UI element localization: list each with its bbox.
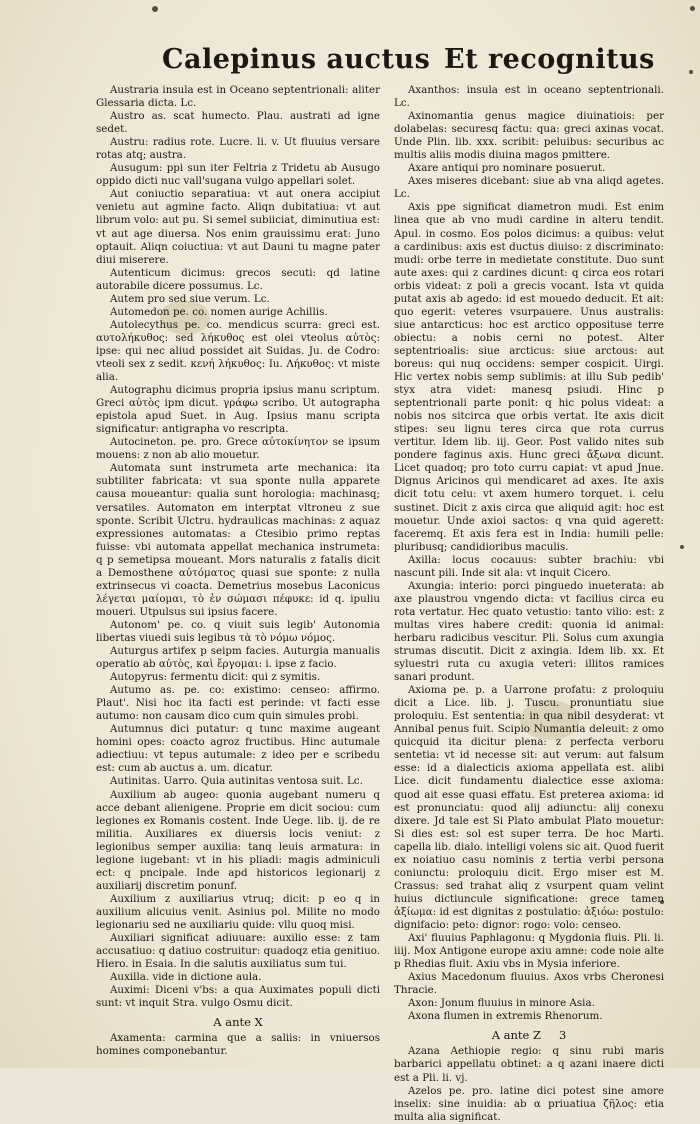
ink-speck xyxy=(152,6,158,12)
dictionary-entry: Austro as. scat humecto. Plau. austrati ad igne sedet. xyxy=(96,110,380,136)
signature-mark: 3 xyxy=(558,1028,567,1043)
ink-speck xyxy=(680,545,684,549)
section-heading xyxy=(394,1029,664,1042)
dictionary-entry: Auxilla. vide in dictione aula. xyxy=(110,971,262,984)
dictionary-entry: Axamenta: carmina que a saliis: in vniuersos homines componebantur. xyxy=(96,1032,380,1058)
section-heading: A ante X xyxy=(213,1015,263,1030)
right-column xyxy=(394,84,664,1124)
dictionary-entry: Austru: radius rote. Lucre. li. v. Ut fluuius versare rotas atq; austra. xyxy=(96,136,380,162)
dictionary-entry: Axon: Jonum fluuius in minore Asia. xyxy=(408,997,595,1010)
header-right-title: Et recognitus xyxy=(444,44,655,75)
dictionary-entry: Axungia: interio: porci pinguedo inueterata: ab axe plaustrou vngendo dicta: vt facilius circa eu rota vertatur. Hec quato vetustio: tanto vilio: est: z multas vires habere credit: quonia id animal: herbaru radicibus vescitur. Pli. Solus cum axungia strumas discutit. Dicit z axingia. Idem lib. xx. Et syluestri ruta cu axugia veteri: illitos ramices sanari produnt. xyxy=(394,579,664,684)
dictionary-entry: Azana Aethiopie regio: q sinu rubi maris barbarici appellatu obtinet: a q azani inaere dicti est a Pli. li. vj. xyxy=(394,1045,664,1084)
dictionary-entry: Axi' fluuius Paphlagonu: q Mygdonia fluis. Pli. li. iiij. Mox Antigone europe axiu amne: code noie alte p Rhedias fluit. Axiu vbs in Mysia inferiore. xyxy=(394,932,664,971)
dictionary-entry: Axanthos: insula est in oceano septentrionali. Lc. xyxy=(394,84,664,110)
header-left-title: Calepinus auctus xyxy=(162,44,431,75)
dictionary-entry: Ausugum: ppi sun iter Feltria z Tridetu ab Ausugo oppido dicti nuc vall'sugana vulgo appellari solet. xyxy=(96,162,380,188)
dictionary-entry: Autenticum dicimus: grecos secuti: qd latine autorabile dicere possumus. Lc. xyxy=(96,266,380,292)
dictionary-entry: Autumnus dici putatur: q tunc maxime augeant homini opes: coacto agroz fructibus. Hinc autumale adiectiuu: vt tepus autumale: z ideo per e scribedu est: cum ab auctus a. um. dicatur. xyxy=(96,723,380,775)
dictionary-entry: Auxilium z auxiliarius vtruq; dicit: p eo q in auxilium alicuius venit. Asinius pol. Milite no modo legionariu sed ne auxiliariu quide: vllu quoq misi. xyxy=(96,892,380,931)
dictionary-entry: Automata sunt instrumeta arte mechanica: ita subtiliter fabricata: vt sua sponte nulla apparete causa moueantur: qualia sunt horologia: machinasq; versatiles. Automaton em interptat vltroneu z sue sponte. Scribit Ulctru. hydraulicas machinas: z aquaz expressiones automatas: a Ctesibio primo reptas fuisse: vbi automata appellat mechanica instrumeta: q p semetipsa moueant. Mors naturalis z fatalis dicit a Demosthene αὐτόματος quasi sue sponte: z nulla extrinsecus vi coacta. Demetrius mosebus Laconicus λέγεται μαίομαι, τὸ ἐν σώμασι πέφυκε: id q. ipuliu moueri. Utpulsus sui ipsius facere. xyxy=(96,462,380,618)
dictionary-entry: Autographu dicimus propria ipsius manu scriptum. Greci αὐτὸς ipm dicut. γράφω scribo. Ut autographa epistola apud Suet. in Aug. Ipsius manu scripta significatur: antigrapha vo rescripta. xyxy=(96,384,380,436)
dictionary-entry: Auxiliari significat adiuuare: auxilio esse: z tam accusatiuo: q datiuo costruitur: quadoqz etia genitiuo. Hiero. in Esaia. In die salutis auxiliatus sum tui. xyxy=(96,932,380,971)
dictionary-entry: Autolecythus pe. co. mendicus scurra: greci est. αυτολήκυθος: sed λήκυθος est olei vteolus αὐτὸς: ipse: qui nec aliud possidet ait Suidas. Ju. de Codro: vteoli sex z sedit. κενή λήκυθος: Iu. Λήκυθος: vt miste alia. xyxy=(96,318,380,384)
dictionary-entry: Auxilium ab augeo: quonia augebant numeru q acce debant alienigene. Proprie em dicit sociou: cum legiones ex Romanis costent. Inde Uege. lib. ij. de re militia. Auxiliares ex diuersis locis veniut: z legionibus semper auxilia: tanq leuis armatura: in legione iugebant: vt in his pliadi: magis adminiculi ect: q pncipale. Inde apd historicos legionarij z auxiliarij discretim ponunf. xyxy=(96,788,380,892)
dictionary-entry: Autocineton. pe. pro. Grece αὐτοκίνητον se ipsum mouens: z non ab alio mouetur. xyxy=(96,436,380,462)
dictionary-entry: Autumo as. pe. co: existimo: censeo: affirmo. Plaut'. Nisi hoc ita facti est perinde: vt facti esse autumo: non causam dico cum quin simules probi. xyxy=(96,684,380,723)
dictionary-entry: Auturgus artifex p seipm facies. Auturgia manualis operatio ab αὐτὸς, καὶ ἔργομαι: i. ipse z facio. xyxy=(96,645,380,671)
dictionary-entry: Axioma pe. p. a Uarrone profatu: z proloquiu dicit a Lice. lib. j. Tuscu. pronuntiatu siue proloquiu. Est sententia: in qua nibil desyderat: vt Annibal penus fuit. Scipio Numantia deleuit: z omo quicquid ita dicitur plena: z perfecta verboru sentetia: vt id necesse sit: aut verum: aut falsum esse: id a dialecticis axioma appellata est. alibi Lice. dicit fundamentu dialectice esse axioma: quod ait esse quasi effatu. Est preterea axioma: id est pronunciatu: quod alij adiunctu: alij conexu dixere. Jd tale est Si Plato ambulat Plato mouetur: Si dies est: sol est super terra. De hoc Marti. capella lib. dialo. intelligi volens sic ait. Quod fuerit ex noiatiuo casu nominis z tertia verbi persona coniunctu: proloquiu dicit. Ergo miser est M. Crassus: sed trahat aliq z vsurpent quam velint huius dictiuncule significatione: grece tamen ἀξίωμα: id est dignitas z postulatio: ἀξιόω: postulo: dignifacio: peto: dignor: rogo: volo: censeo. xyxy=(394,684,664,931)
dictionary-entry: Axinomantia genus magice diuinatiois: per dolabelas: securesq factu: qua: greci axinas vocat. Unde Plin. lib. xxx. scribit: peluibus: securibus ac multis aliis modis diuina magos pmittere. xyxy=(394,110,664,162)
dictionary-entry: Autonom' pe. co. q viuit suis legib' Autonomia libertas viuedi suis legibus τὰ τὸ νόμω νόμος. xyxy=(96,618,380,644)
dictionary-entry: Axius Macedonum fluuius. Axos vrbs Cheronesi Thracie. xyxy=(394,971,664,997)
dictionary-entry: Axona flumen in extremis Rhenorum. xyxy=(408,1010,603,1023)
dictionary-entry: Autopyrus: fermentu dicit: qui z symitis. xyxy=(110,671,321,684)
dictionary-entry: Azelos pe. pro. latine dici potest sine amore inselix: sine inuidia: ab α priuatiua ζῆλος: etia multa alia significat. xyxy=(394,1084,664,1123)
ink-speck xyxy=(690,6,695,11)
dictionary-entry: Aut coniuctio separatiua: vt aut onera accipiut venietu aut agmine facto. Aliqn dubitatiua: vt aut librum volo: aut pu. Si semel subiiciat, diminutiua est: vt aut age diuersa. Nos enim grauissimu erat: Juno optauit. Aliqn coiuctiua: vt aut Dauni tu magne pater diui miserere. xyxy=(96,188,380,266)
dictionary-entry: Autem pro sed siue verum. Lc. xyxy=(110,292,270,305)
dictionary-entry: Axilla: locus cocauus: subter brachiu: vbi nascunt pili. Inde sit ala: vt inquit Cicero. xyxy=(394,553,664,579)
left-column xyxy=(96,84,380,1058)
dictionary-entry: Automedon pe. co. nomen aurige Achillis. xyxy=(110,305,328,318)
dictionary-entry: Axes miseres dicebant: siue ab vna aliqd agetes. Lc. xyxy=(394,175,664,201)
dictionary-entry: Axare antiqui pro nominare posuerut. xyxy=(408,162,606,175)
dictionary-entry: Auximi: Diceni v'bs: a qua Auximates populi dicti sunt: vt inquit Stra. vulgo Osmu dicit. xyxy=(96,984,380,1010)
section-heading-label: A ante Z xyxy=(491,1028,541,1043)
dictionary-entry: Axis ppe significat diametron mudi. Est enim linea que ab vno mudi cardine in alteru tendit. Apul. in cosmo. Eos polos dicimus: a quibus: velut a cardinibus: axis est ductus diuiso: z discriminato: mudi: orbe terre in medietate constitute. Duo sunt aute axes: qui z cardines dicunt: q circa eos rotari orbis videat: z poli a grecis vocant. Ista vt quida putat axis ab agedo: id est mouedo deducit. Et ait: quo egerit: veteres vsurpauere. Unus australis: siue antarcticus: hoc est arctico opposituse terre obiectu: a nobis cerni no potest. Alter septentrioalis: siue arcticus: siue arctous: aut boreus: qui nuq occidens: semper cospicit. Uirgi. Hic vertex nobis semp sublimis: at illu Sub pedib' styx atra videt: manesq psiudi. Hinc p septentrionali parte ponit: q hic polus videat: a nobis nos sitcirca que orbis vertat. Ite axis dicit stipes: seu lignu teres circa que rota currus vertitur. Idem lib. iij. Geor. Post valido nites sub pondere faginus axis. Hunc greci ἄξωνα dicunt. Licet quadoq; pro toto curru capiat: vt apud Jnue. Dignus Aricinos qui mendicaret ad axes. Ite axis dicit totu celu: vt axem humero torquet. i. celu sustinet. Dicit z axis circa que aliquid agit: hoc est mouetur. Unde axioi sactos: q vna quid agerett: faceremq. Et axis fera est in India: humili pelle: pluribusq; candidioribus maculis. xyxy=(394,201,664,553)
dictionary-entry: Autinitas. Uarro. Quia autinitas ventosa suit. Lc. xyxy=(110,775,363,788)
dictionary-entry: Austraria insula est in Oceano septentrionali: aliter Glessaria dicta. Lc. xyxy=(96,84,380,110)
